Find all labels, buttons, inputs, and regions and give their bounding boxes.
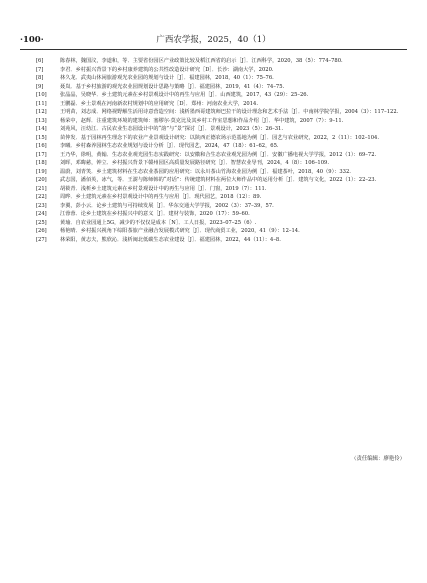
reference-text: 温蔚，刘青笑．乡土建筑材料在生态农业茶园的应用研究：以永川茶山竹海农业园为例［J］．福建茶叶，2018，40（9）：332. [60,168,351,175]
running-header [20,34,407,48]
reference-number: [8] [36,75,44,81]
editor-note: （责任编辑：廖艳伶） [351,456,405,462]
reference-text: 王鹏磊．乡土景观在河南新农村规划中的应用研究［D］．郑州：河南农业大学，2014. [60,100,258,107]
reference-item [36,202,402,211]
reference-number: [20] [36,177,47,183]
reference-text: 刘苑风，汪幼江．古民农业生态园设计中的“韵”与“景”探讨［J］．景观设计，2023（5）：26–31. [60,126,283,132]
reference-text: 黄瑜．自农业园通上5G，减少的不仅仅是成本［N］．工人日报，2023–07–25（6）. [60,219,257,226]
header-rule [20,49,407,50]
reference-item [36,91,402,100]
reference-number: [16] [36,143,47,149]
reference-number: [25] [36,219,47,226]
reference-number: [9] [36,83,44,90]
reference-number: [13] [36,117,47,124]
reference-item [36,219,402,228]
reference-text: 胡筱青．浅析乡土建筑元素在乡村景观设计中的再生与应用［J］．门窗，2019（7）：111. [60,185,267,192]
reference-number: [6] [36,58,44,64]
reference-text: 杨艳晴．乡村振兴视角下综阳茶旅产业融合发展模式研究［J］．现代商贸工业，2020，41（9）：12–14. [60,228,300,234]
reference-text: 陈春林，魏国汶，李道和，等．主要省份园区产业政策比较及稻江西省的启示［J］．江西科学，2020，38（5）：774–780. [60,58,343,64]
reference-item [36,236,402,245]
reference-text: 刘晖，邓晦慈，钟立．乡村振兴背景下赣州园区高质量发展路径研究［J］．智慧农业导刊，2024，4（8）：106–109. [60,160,329,166]
reference-item [36,57,402,66]
reference-item [36,125,402,134]
reference-item [36,193,402,202]
reference-item [36,108,402,117]
reference-item [36,100,402,109]
reference-number: [26] [36,228,47,234]
reference-number: [7] [36,66,44,73]
reference-item [36,151,402,160]
page-number: ·100· [20,35,44,45]
reference-number: [21] [36,185,47,192]
reference-number: [10] [36,92,47,98]
reference-number: [11] [36,100,47,107]
reference-item [36,117,402,126]
reference-text: 李曦．乡村森养园林生态农业规划与设计分析［J］．现代园艺，2024，47（18）：61–62，65. [60,143,279,149]
reference-item [36,210,402,219]
reference-text: 聂岚．基于乡村旅游的观光农业园规划设计思路与策略［J］．福建园林，2019，41（4）：74–75. [60,83,285,90]
reference-text: 林荣阳，黄志夫，熊欣沁．浅析闽北低碳生态农业建设［J］．福建园林，2022，44（11）：4–8. [60,236,281,243]
journal-title: 广西农学报，2025，40（1） [156,35,271,45]
reference-text: 李翼，彭小云．论乡土建筑与可持续发展［J］．华东交通大学学报，2002（3）：37–39，57. [60,202,274,209]
reference-list [36,57,402,244]
reference-item [36,168,402,177]
reference-number: [19] [36,168,47,175]
reference-item [36,185,402,194]
reference-number: [27] [36,236,47,243]
reference-text: 武志国，潘佰英，冰气，等．王澍与陈师韩的“对话”：传统建筑材料在两位大师作品中的运用分析［J］．建筑与文化，2022（1）：22–23. [60,177,377,183]
reference-item [36,74,402,83]
reference-text: 王明苗，刘志成．网络视野解生活用诗意营造空间：浅析墨西哥建筑师巴拉干的设计理念和艺术手法［J］．中南林学院学报，2004（3）：117–122. [60,109,399,115]
reference-number: [15] [36,134,47,141]
reference-item [36,83,402,92]
reference-text: 李君．乡村振兴背景下的乡村康养建筑的公共性改造设计研究［D］．长沙：湖南大学，2020. [60,66,274,73]
reference-number: [22] [36,194,47,200]
reference-text: 周晔．乡土建筑元素在乡村景观设计中的再生与应用［J］．现代园艺，2018（12）：89. [60,194,262,200]
reference-number: [14] [36,126,47,132]
reference-item [36,142,402,151]
reference-text: 林久龙．武夷山休闲旅游观光农业园的规划与设计［J］．福建园林，2018，40（1）：75–76. [60,75,274,81]
reference-item [36,176,402,185]
reference-text: 苗仲发．基于园林再生理念下的农业产业景观设计研究：以陕西正德农场示范基地为例［J］．园艺与农业研究，2022，2（11）：102–104. [60,134,379,141]
reference-number: [17] [36,151,47,158]
reference-text: 江蓉蓉．论乡土建筑在乡村振兴中的意义［J］．建材与装饰，2020（17）：59–60. [60,211,250,217]
reference-item [36,227,402,236]
reference-item [36,134,402,143]
reference-text: 杨荣中，赵辉．注重建筑环境的建筑师：塞缪尔·莫克比及其乡村工作室思想和作品介绍［J］．华中建筑，2007（7）：9–11. [60,117,344,124]
reference-text: 王乃华，徐明，黄翰．生态农业观光园生态实践研究：以安徽和合生态农业观光园为例［J］．安徽广播电视大学学报，2012（1）：69–72. [60,151,377,158]
reference-text: 张晶晶，吴晓华．乡土建筑元素在乡村景观设计中的再生与应用［J］．山西建筑，2017，43（29）：25–26. [60,92,309,98]
reference-item [36,66,402,75]
reference-number: [23] [36,202,47,209]
reference-number: [18] [36,160,47,166]
reference-item [36,159,402,168]
reference-number: [24] [36,211,47,217]
reference-number: [12] [36,109,47,115]
